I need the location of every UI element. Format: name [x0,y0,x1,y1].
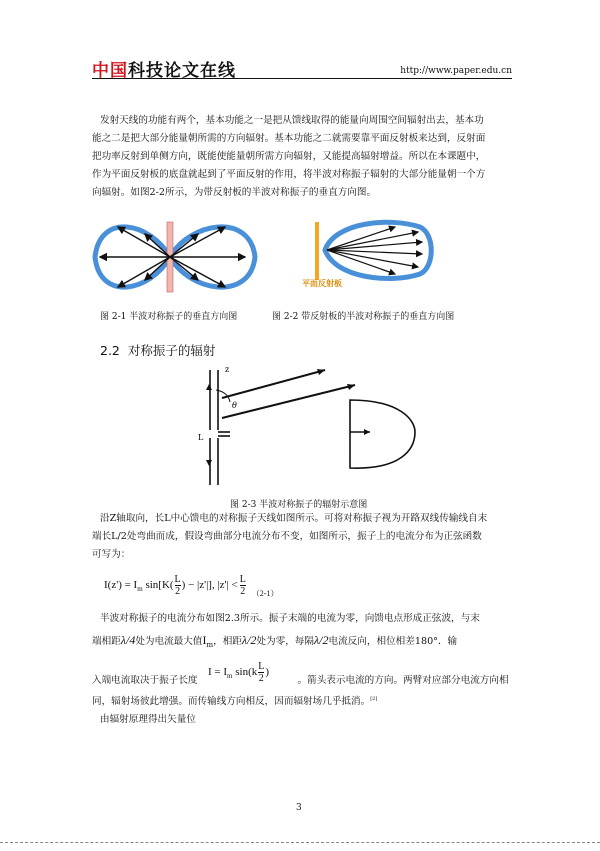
formula-2-1 [104,574,278,599]
current-max-sub: m [206,640,214,649]
equation-number: （2-1） [251,589,279,599]
para3-line4 [92,690,517,711]
formula-fraction [175,574,181,597]
ray-1 [222,370,325,398]
para3-line5: 由辐射原理得出矢量位 [100,714,196,726]
para1-line: 作为平面反射板的底盘就起到了平面反射的作用，将半波对称振子辐射的大部分能量朝一个方 [92,169,486,180]
figure-2-3-radiation-schematic [170,360,460,490]
formula-lhs: I = I [208,666,228,679]
length-label: L [198,433,204,442]
text-run: ，相距 [213,636,242,647]
ray-2 [222,385,355,418]
frac-num: L [174,574,181,585]
text-run: 处为电流最大值 [135,636,203,647]
caption-fig-2-2: 图 2-2 带反射板的半波对称振子的垂直方向图 [272,312,455,322]
frac-den: 2 [240,586,246,597]
para3-line2 [92,628,515,657]
lambda-half: λ/2 [313,633,329,647]
frac-den: 2 [175,586,181,597]
formula-part: ) [265,666,270,679]
section-heading [100,341,215,359]
caption-fig-2-1: 图 2-1 半波对称振子的垂直方向图 [100,312,238,322]
text-run: 端相距 [92,636,121,647]
section-title: 对称振子的辐射 [127,343,216,358]
section-number: 2.2 [100,343,120,358]
para1-line: 把功率反射到单侧方向，既能使能量朝所需方向辐射，又能提高辐射增益。所以在本课题中， [92,151,486,162]
para1-line: 向辐射。如图2-2所示，为带反射板的半波对称振子的垂直方向图。 [92,187,377,198]
para3-line1: 半波对称振子的电流分布如图2.3所示。振子末端的电流为零，向馈电点形成正弦波，与末 [100,613,480,624]
para2-line: 沿Z轴取向，长L中心馈电的对称振子天线如图所示。可将对称振子视为开路双线传输线自末 [100,513,488,524]
formula-lhs: I(z') = I [104,579,138,592]
page-number: 3 [296,803,302,813]
para3-line3 [92,672,517,690]
paragraph-current-distribution [92,610,515,657]
text-run: 。箭头表示电流的方向。两臂对应部分电流方向相 [297,675,509,686]
site-url[interactable]: http://www.paper.edu.cn [400,66,512,76]
lambda-quarter: λ/4 [120,633,136,647]
frac-num: L [258,661,265,672]
para1-line: 能之二是把大部分能量朝所需的方向辐射。基本功能之二就需要靠平面反射板来达到，反射面 [92,133,486,144]
far-field-pattern [350,400,415,468]
figure-2-1-dipole-pattern [90,212,260,302]
header-rule [92,78,512,79]
citation-ref[interactable]: [2] [370,696,378,702]
axis-z-label: z [225,365,230,374]
frac-den: 2 [258,673,264,684]
reflector-plate [315,222,319,280]
para1-line: 发射天线的功能有两个，基本功能之一是把从馈线取得的能量向周围空间辐射出去，基本功 [100,115,484,126]
page-bottom-rule [0,842,600,843]
formula-sub: m [227,672,233,681]
text-run: 同，辐射场彼此增强。而传输线方向相反，因而辐射场几乎抵消。 [92,696,371,708]
formula-fraction [240,574,246,597]
paragraph-current-cont [92,672,517,729]
formula-sub: m [137,585,143,594]
para2-line: 端长L/2处弯曲而成，假设弯曲部分电流分布不变，如图所示，振子上的电流分布为正弦函数 [92,531,482,542]
paragraph-dipole [92,510,515,564]
text-run: 处为零，每隔 [256,636,314,647]
reflector-label: 平面反射板 [302,279,342,288]
lambda-half: λ/2 [241,633,257,647]
logo-red-text: 中国 [92,61,128,81]
para2-line: 可写为： [92,549,131,560]
text-run: 入端电流取决于振子长度 [92,675,198,686]
formula-part: sin[K( [142,579,174,592]
text-run: 电流反向，相位相差180°．输 [328,636,458,647]
current-max-symbol: I [202,633,207,647]
formula-part: sin(k [232,666,258,679]
caption-fig-2-3: 图 2-3 半波对称振子的辐射示意图 [230,500,368,510]
frac-num: L [239,574,246,585]
theta-label: θ [232,401,237,410]
formula-part: ) − |z'|], |z'| < [181,579,238,592]
paragraph-intro [92,112,510,202]
logo-black-text: 科技论文在线 [128,61,236,81]
